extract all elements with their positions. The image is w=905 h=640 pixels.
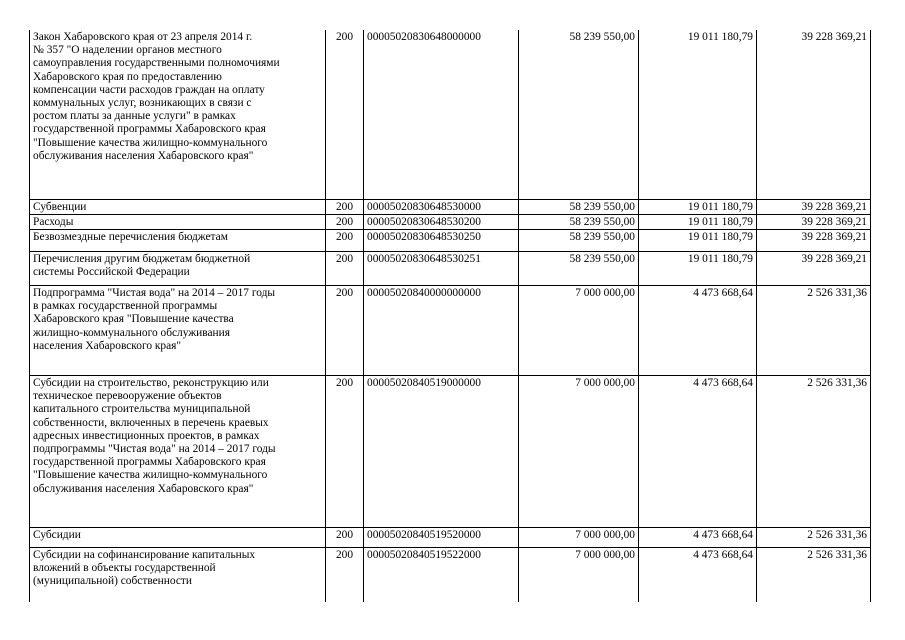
executed-amount-cell: 4 473 668,64: [639, 547, 757, 602]
budget-classification-code-cell: 00005020830648530200: [364, 214, 519, 229]
budget-execution-table: [29, 30, 871, 602]
remaining-amount-cell: 39 228 369,21: [757, 214, 871, 229]
executed-amount-cell: 19 011 180,79: [639, 30, 757, 199]
executed-amount-cell: 19 011 180,79: [639, 251, 757, 285]
executed-amount-cell: 4 473 668,64: [639, 375, 757, 527]
budget-report-page: [29, 30, 871, 602]
executed-amount-cell: 19 011 180,79: [639, 199, 757, 214]
approved-amount-cell: 7 000 000,00: [519, 527, 639, 547]
remaining-amount-cell: 2 526 331,36: [757, 375, 871, 527]
line-code-cell: 200: [326, 547, 364, 602]
line-code-cell: 200: [326, 30, 364, 199]
executed-amount-cell: 4 473 668,64: [639, 285, 757, 375]
row-name-cell: Расходы: [30, 214, 326, 229]
executed-amount-cell: 19 011 180,79: [639, 229, 757, 251]
row-name-cell: Закон Хабаровского края от 23 апреля 2014 г. № 357 "О наделении органов местного самоуправления государственными полномочиями Хабаровского края по предоставлению компенсации части расходов граждан на оплату коммунальных услуг, возникающих в связи с ростом платы за данные услуги" в рамках государственной программы Хабаровского края "Повышение качества жилищно-коммунального обслуживания населения Хабаровского края": [30, 30, 326, 199]
row-name-cell: Субсидии: [30, 527, 326, 547]
line-code-cell: 200: [326, 527, 364, 547]
remaining-amount-cell: 39 228 369,21: [757, 251, 871, 285]
line-code-cell: 200: [326, 375, 364, 527]
table-row: [30, 199, 871, 214]
table-row: [30, 229, 871, 251]
budget-classification-code-cell: 00005020830648530251: [364, 251, 519, 285]
line-code-cell: 200: [326, 285, 364, 375]
approved-amount-cell: 58 239 550,00: [519, 214, 639, 229]
row-name-cell: Субвенции: [30, 199, 326, 214]
table-row: [30, 214, 871, 229]
table-row: [30, 251, 871, 285]
row-name-cell: Перечисления другим бюджетам бюджетной системы Российской Федерации: [30, 251, 326, 285]
approved-amount-cell: 58 239 550,00: [519, 251, 639, 285]
table-row: [30, 30, 871, 199]
line-code-cell: 200: [326, 214, 364, 229]
budget-classification-code-cell: 00005020830648000000: [364, 30, 519, 199]
line-code-cell: 200: [326, 229, 364, 251]
table-row: [30, 375, 871, 527]
table-row: [30, 527, 871, 547]
approved-amount-cell: 58 239 550,00: [519, 229, 639, 251]
remaining-amount-cell: 39 228 369,21: [757, 229, 871, 251]
executed-amount-cell: 19 011 180,79: [639, 214, 757, 229]
approved-amount-cell: 58 239 550,00: [519, 30, 639, 199]
budget-classification-code-cell: 00005020840519522000: [364, 547, 519, 602]
executed-amount-cell: 4 473 668,64: [639, 527, 757, 547]
row-name-cell: Субсидии на строительство, реконструкцию или техническое перевооружение объектов капитального строительства муниципальной собственности, включенных в перечень краевых адресных инвестиционных проектов, в рамках подпрограммы "Чистая вода" на 2014 – 2017 годы государственной программы Хабаровского края "Повышение качества жилищно-коммунального обслуживания населения Хабаровского края": [30, 375, 326, 527]
approved-amount-cell: 7 000 000,00: [519, 547, 639, 602]
remaining-amount-cell: 2 526 331,36: [757, 285, 871, 375]
row-name-cell: Подпрограмма "Чистая вода" на 2014 – 2017 годы в рамках государственной программы Хабаровского края "Повышение качества жилищно-коммунального обслуживания населения Хабаровского края": [30, 285, 326, 375]
budget-classification-code-cell: 00005020830648530250: [364, 229, 519, 251]
approved-amount-cell: 7 000 000,00: [519, 285, 639, 375]
budget-classification-code-cell: 00005020830648530000: [364, 199, 519, 214]
row-name-cell: Безвозмездные перечисления бюджетам: [30, 229, 326, 251]
remaining-amount-cell: 2 526 331,36: [757, 547, 871, 602]
remaining-amount-cell: 39 228 369,21: [757, 199, 871, 214]
remaining-amount-cell: 2 526 331,36: [757, 527, 871, 547]
budget-classification-code-cell: 00005020840000000000: [364, 285, 519, 375]
budget-classification-code-cell: 00005020840519000000: [364, 375, 519, 527]
line-code-cell: 200: [326, 199, 364, 214]
line-code-cell: 200: [326, 251, 364, 285]
budget-classification-code-cell: 00005020840519520000: [364, 527, 519, 547]
row-name-cell: Субсидии на софинансирование капитальных вложений в объекты государственной (муниципальной) собственности: [30, 547, 326, 602]
table-row: [30, 285, 871, 375]
table-row: [30, 547, 871, 602]
approved-amount-cell: 7 000 000,00: [519, 375, 639, 527]
remaining-amount-cell: 39 228 369,21: [757, 30, 871, 199]
approved-amount-cell: 58 239 550,00: [519, 199, 639, 214]
